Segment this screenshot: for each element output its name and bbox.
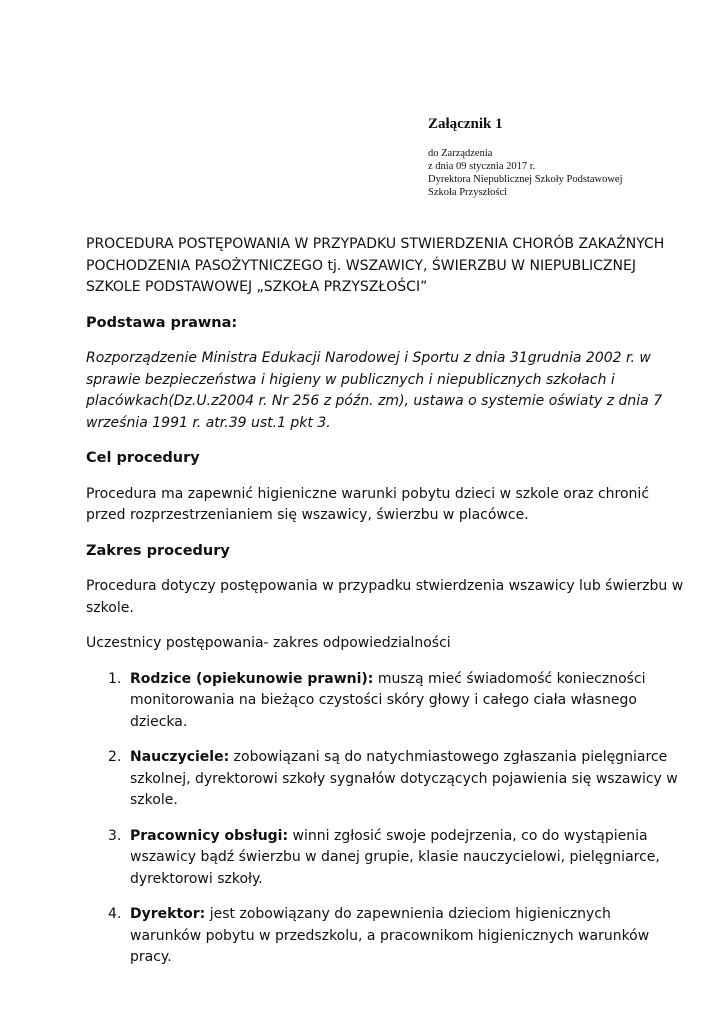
scope-heading: Zakres procedury — [86, 542, 230, 559]
list-number: 3. — [108, 827, 122, 844]
list-item — [86, 747, 678, 812]
scope-text — [86, 576, 684, 619]
list-item — [86, 826, 660, 891]
text-line: przed rozprzestrzenianiem się wszawicy, świerzbu w placówce. — [86, 507, 529, 523]
legal-basis-text — [86, 348, 663, 434]
text-line: szkolnej, dyrektorowi szkoły sygnałów dotyczących pojawienia się wszawicy w — [130, 770, 678, 787]
legal-basis-heading: Podstawa prawna: — [86, 314, 238, 331]
list-item — [86, 669, 646, 734]
list-item-text: winni zgłosić swoje podejrzenia, co do wystąpienia — [288, 827, 648, 844]
text-line: sprawie bezpieczeństwa i higieny w publicznych i niepublicznych szkołach i — [86, 371, 615, 388]
list-item-label: Pracownicy obsługi: — [130, 827, 289, 844]
list-item-label: Nauczyciele: — [130, 749, 230, 765]
goal-heading: Cel procedury — [86, 450, 200, 466]
text-line: pracy. — [130, 949, 172, 965]
list-item-text: zobowiązani są do natychmiastowego zgłaszania pielęgniarce — [229, 749, 668, 765]
text-line: września 1991 r. atr.39 ust.1 pkt 3. — [86, 414, 331, 431]
list-number: 2. — [108, 749, 122, 765]
list-number: 1. — [108, 670, 122, 687]
list-item-first-line — [130, 669, 646, 691]
title-line: POCHODZENIA PASOŻYTNICZEGO tj. WSZAWICY, ŚWIERZBU W NIEPUBLICZNEJ — [86, 257, 636, 274]
text-line: wszawicy bądź świerzbu w danej grupie, klasie nauczycielowi, pielęgniarce, — [130, 849, 660, 865]
document-title — [86, 234, 665, 299]
list-item — [86, 904, 650, 969]
list-item-text: muszą mieć świadomość konieczności — [373, 670, 646, 687]
text-line: monitorowania na bieżąco czystości skóry głowy i całego ciała własnego — [130, 692, 637, 708]
list-item-first-line — [130, 826, 646, 848]
participants-list — [86, 669, 678, 969]
annex-line: Dyrektora Niepublicznej Szkoły Podstawowej — [428, 174, 623, 185]
text-line: dziecka. — [130, 713, 188, 730]
document-body — [86, 234, 684, 983]
annex-block — [428, 116, 708, 199]
annex-title: Załącznik 1 — [428, 116, 503, 132]
text-line: dyrektorowi szkoły. — [130, 870, 263, 887]
list-item-label: Rodzice (opiekunowie prawni): — [130, 670, 374, 687]
text-line: szkole. — [86, 599, 134, 616]
text-line: placówkach(Dz.U.z2004 r. Nr 256 z późn. zm), ustawa o systemie oświaty z dnia 7 — [86, 393, 663, 409]
annex-line: z dnia 09 stycznia 2017 r. — [428, 161, 536, 172]
annex-line: Szkoła Przyszłości — [428, 187, 508, 198]
list-item-label: Dyrektor: — [130, 906, 206, 922]
list-item-first-line — [130, 904, 646, 926]
list-item-first-line — [130, 747, 668, 769]
participants-intro: Uczestnicy postępowania- zakres odpowiedzialności — [86, 635, 451, 651]
text-line: warunków pobytu w przedszkolu, a pracownikom higienicznych warunków — [130, 927, 650, 944]
text-line: Procedura dotyczy postępowania w przypadku stwierdzenia wszawicy lub świerzbu w — [86, 578, 684, 594]
goal-text — [86, 484, 650, 527]
text-line: Rozporządzenie Ministra Edukacji Narodowej i Sportu z dnia 31grudnia 2002 r. w — [86, 350, 651, 366]
list-item-text: jest zobowiązany do zapewnienia dzieciom higienicznych — [205, 906, 611, 922]
title-line: PROCEDURA POSTĘPOWANIA W PRZYPADKU STWIERDZENIA CHORÓB ZAKAŹNYCH — [86, 236, 665, 252]
annex-line: do Zarządzenia — [428, 148, 493, 159]
list-number: 4. — [108, 906, 122, 922]
text-line: Procedura ma zapewnić higieniczne warunki pobytu dzieci w szkole oraz chronić — [86, 485, 650, 502]
title-line: SZKOLE PODSTAWOWEJ „SZKOŁA PRZYSZŁOŚCI” — [86, 279, 428, 295]
text-line: szkole. — [130, 792, 178, 808]
